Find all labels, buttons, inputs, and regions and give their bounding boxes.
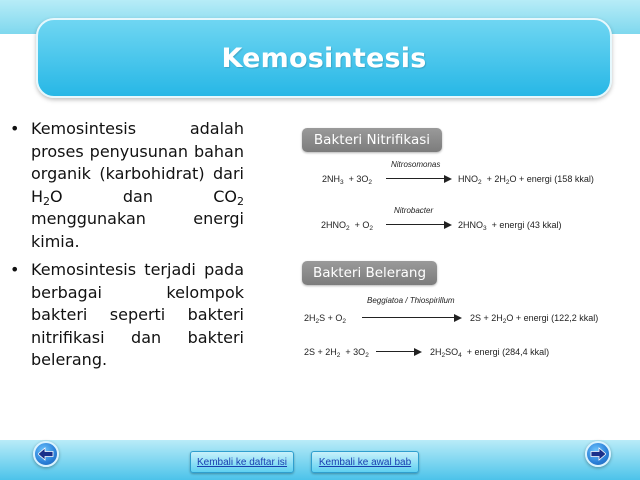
bullet-dot: •	[10, 260, 20, 279]
reaction-arrow	[386, 175, 452, 183]
equation-lhs: $2H_2S + O_2$	[304, 313, 347, 325]
bullet-item	[8, 259, 244, 372]
arrow-right-icon	[590, 447, 606, 461]
bullet-item	[8, 118, 244, 253]
reaction-arrow	[386, 221, 452, 229]
equation-rhs: $2S + 2H_2O$ + energi (122,2 kkal)	[470, 313, 599, 325]
equation-rhs: $2H_2SO_4$ + energi (284,4 kkal)	[430, 347, 550, 359]
bullet-dot: •	[10, 119, 20, 138]
nitrifikasi-label: Bakteri Nitrifikasi	[302, 128, 442, 152]
title-banner	[36, 18, 612, 98]
bullet-text: Kemosintesis adalah proses penyusunan bahan organik (karbohidrat) dari $H_2O$ dan $CO_2$ menggunakan energi kimia.	[31, 119, 244, 251]
reaction-arrow	[376, 348, 422, 356]
equation-lhs: $2HNO_2 + O_2$	[321, 220, 374, 232]
equation-rhs: $2HNO_3$ + energi (43 kkal)	[458, 220, 562, 232]
back-to-contents-link[interactable]: Kembali ke daftar isi	[190, 451, 294, 473]
catalyst-label: Nitrobacter	[394, 206, 434, 215]
catalyst-label: Beggiatoa / Thiospirillum	[367, 296, 455, 305]
belerang-label: Bakteri Belerang	[302, 261, 437, 285]
bullet-text: Kemosintesis terjadi pada berbagai kelompok bakteri seperti bakteri nitrifikasi dan bakteri belerang.	[31, 260, 244, 369]
catalyst-label: Nitrosomonas	[391, 160, 441, 169]
prev-slide-button[interactable]	[33, 441, 59, 467]
equation-lhs: $2NH_3 + 3O_2$	[322, 174, 373, 186]
equation-rhs: $HNO_2 + 2H_2O$ + energi (158 kkal)	[458, 174, 594, 186]
back-to-chapter-link[interactable]: Kembali ke awal bab	[311, 451, 419, 473]
equation-lhs: $2S + 2H_2 + 3O_2$	[304, 347, 369, 359]
reaction-arrow	[362, 314, 462, 322]
next-slide-button[interactable]	[585, 441, 611, 467]
arrow-left-icon	[38, 447, 54, 461]
slide-title: Kemosintesis	[221, 42, 427, 74]
bullet-list	[8, 118, 244, 378]
